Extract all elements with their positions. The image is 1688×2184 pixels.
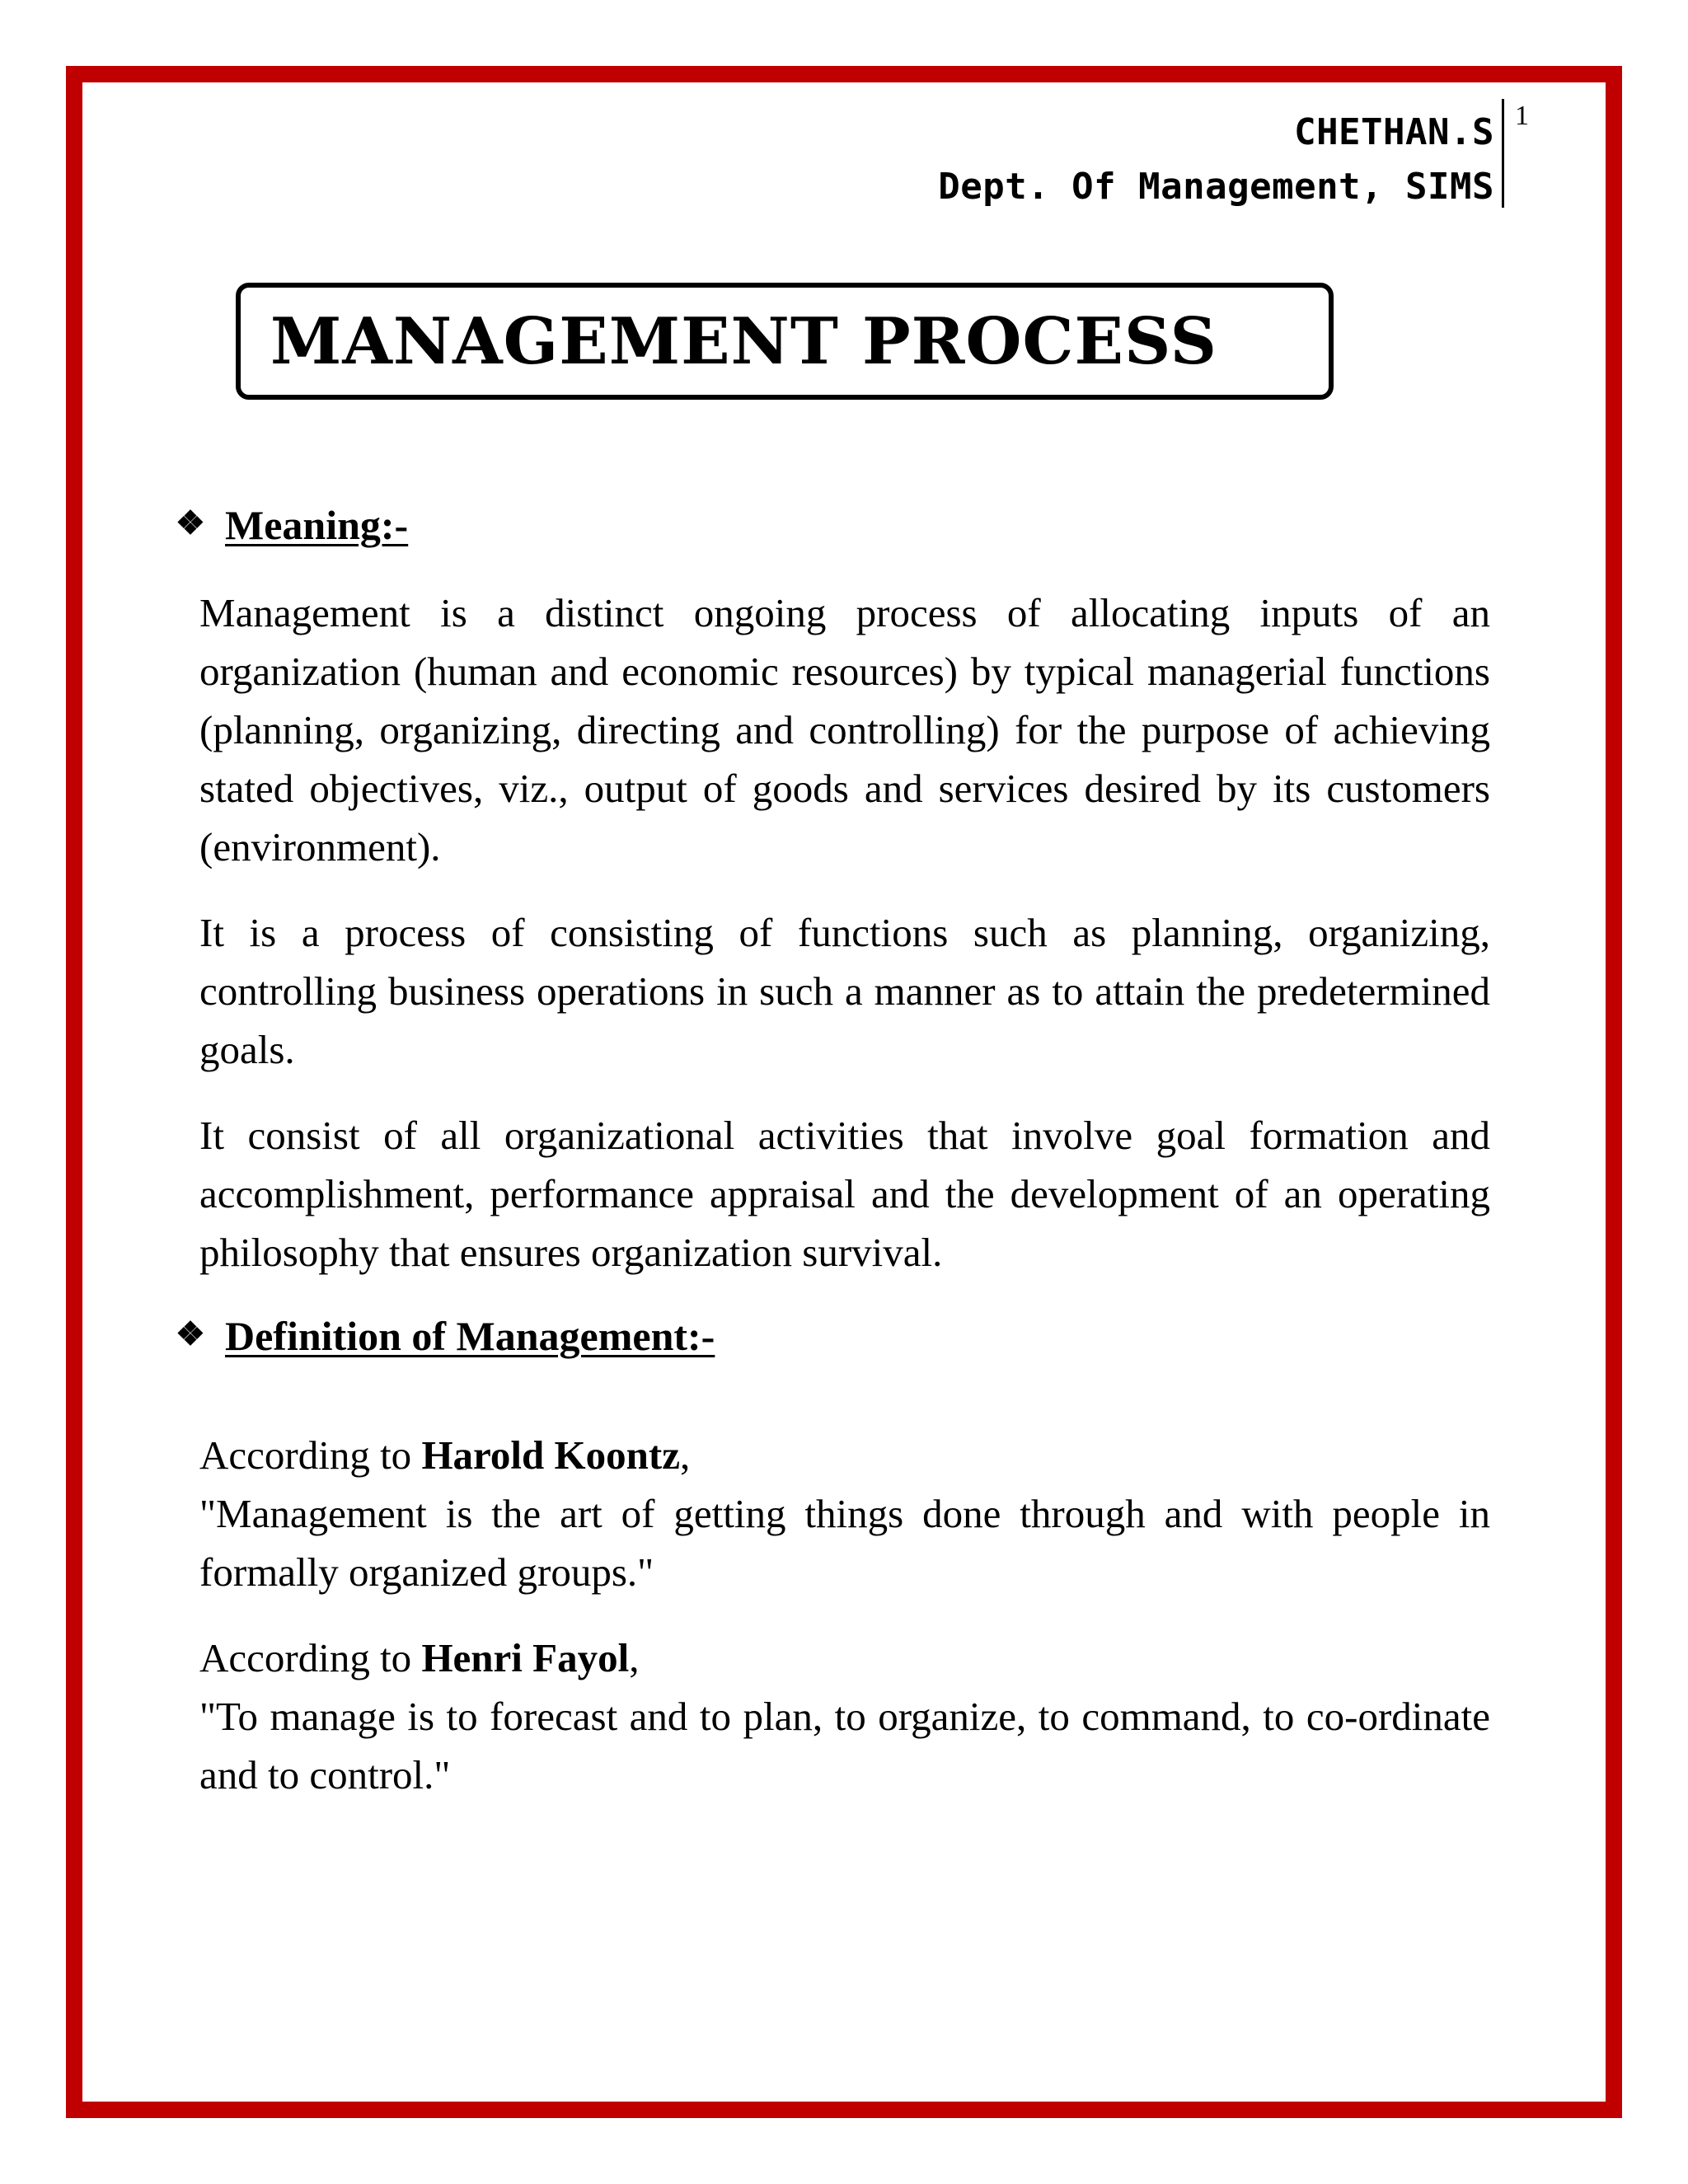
- page-title: MANAGEMENT PROCESS: [270, 304, 1217, 379]
- author-henri-fayol: Henri Fayol: [421, 1635, 630, 1680]
- koontz-attribution: [199, 1426, 1490, 1484]
- meaning-paragraph-2: It is a process of consisting of functions such as planning, organizing, controlling business operations in such a manner as to attain the predetermined goals.: [199, 910, 1490, 1072]
- meaning-heading-label: Meaning:-: [225, 502, 409, 548]
- koontz-quote: "Management is the art of getting things done through and with people in formally organized groups.": [199, 1491, 1490, 1595]
- fayol-attribution: [199, 1629, 1490, 1687]
- attribution-prefix: According to: [199, 1635, 422, 1680]
- attribution-prefix: According to: [199, 1432, 422, 1478]
- department-name: Dept. Of Management, SIMS: [938, 166, 1494, 208]
- page-header: [938, 105, 1494, 214]
- diamond-bullet-icon: ❖: [176, 504, 205, 541]
- meaning-paragraph-1: Management is a distinct ongoing process of allocating inputs of an organization (human and economic resources) by typical managerial functions (planning, organizing, directing and controlling) for the purpose of achieving stated objectives, viz., output of goods and services desired by its customers (environment).: [199, 590, 1490, 869]
- title-box: [236, 283, 1334, 400]
- attribution-suffix: ,: [629, 1635, 640, 1680]
- author-name: CHETHAN.S: [1294, 111, 1494, 153]
- definition-heading: [176, 1312, 715, 1360]
- page-number: 1: [1515, 101, 1529, 131]
- definition-heading-label: Definition of Management:-: [225, 1313, 715, 1359]
- diamond-bullet-icon: ❖: [176, 1315, 205, 1352]
- header-divider: [1502, 99, 1504, 208]
- meaning-heading: [176, 501, 408, 549]
- fayol-quote: "To manage is to forecast and to plan, to organize, to command, to co-ordinate and to control.": [199, 1694, 1490, 1797]
- attribution-suffix: ,: [679, 1432, 691, 1478]
- author-harold-koontz: Harold Koontz: [421, 1432, 680, 1478]
- meaning-paragraph-3: It consist of all organizational activities that involve goal formation and accomplishment, performance appraisal and the development of an operating philosophy that ensures organization survival.: [199, 1113, 1490, 1275]
